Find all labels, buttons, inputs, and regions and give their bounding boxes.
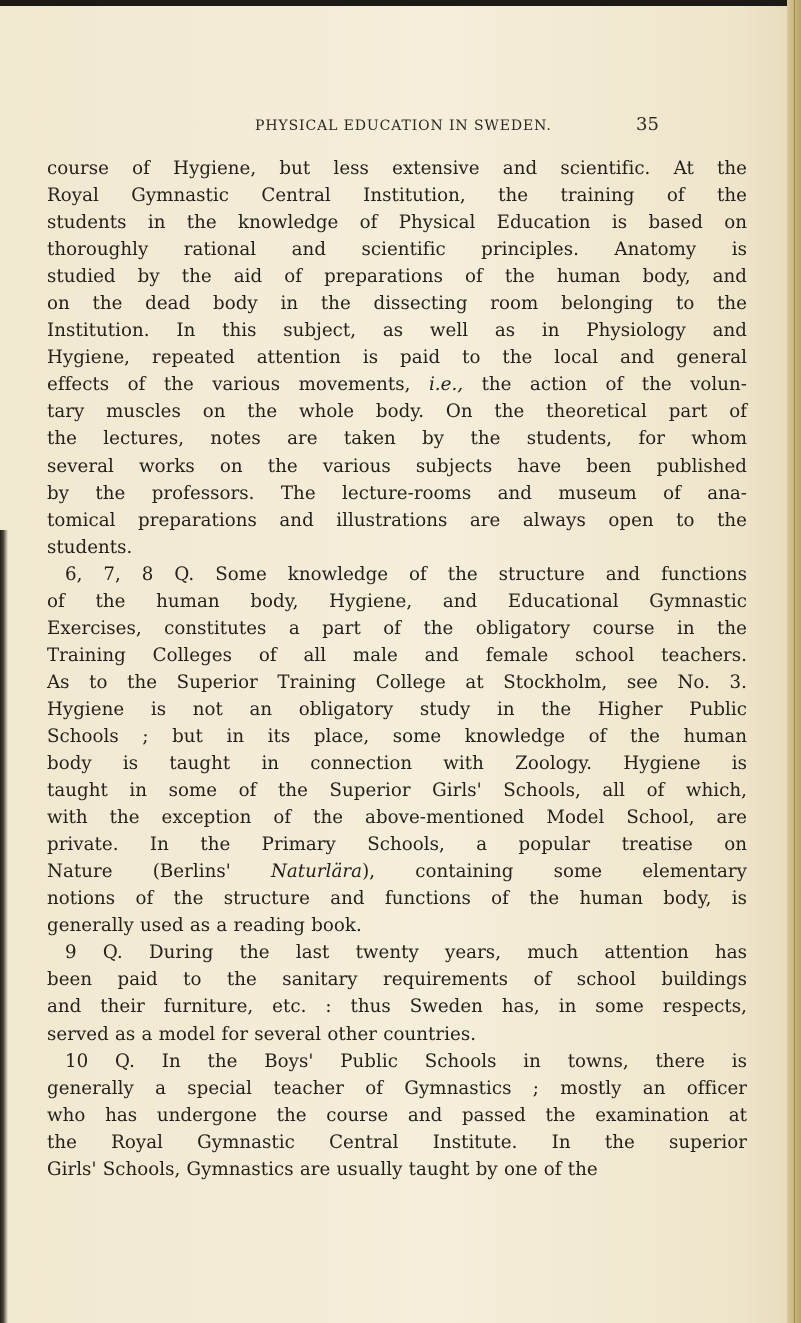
text-line: taught in some of the Superior Girls' Schools, all of which,: [47, 780, 747, 802]
text-line: tomical preparations and illustrations are always open to the: [47, 509, 747, 531]
text-line: course of Hygiene, but less extensive and scientific. At the: [47, 158, 747, 179]
text-line: Institution. In this subject, as well as in Physiology and: [47, 320, 747, 342]
text-line: several works on the various subjects have been published: [47, 455, 747, 477]
paragraph: [47, 1048, 747, 1183]
text-line: Girls' Schools, Gymnastics are usually taught by one of the: [47, 1158, 598, 1180]
paragraph: [47, 561, 747, 940]
top-edge-shadow: [0, 0, 801, 6]
text-line: the lectures, notes are taken by the students, for whom: [47, 428, 747, 450]
text-line: been paid to the sanitary requirements of school buildings: [47, 969, 747, 991]
text-line: As to the Superior Training College at Stockholm, see No. 3.: [47, 671, 747, 693]
text-line: and their furniture, etc. : thus Sweden has, in some respects,: [47, 996, 747, 1018]
text-segment: Nature (Berlins': [47, 861, 271, 883]
italic-text: i.e.,: [428, 374, 464, 396]
text-line: Hygiene, repeated attention is paid to the local and general: [47, 347, 747, 369]
text-line: served as a model for several other countries.: [47, 1023, 477, 1045]
page-header: [0, 114, 801, 138]
text-line: [47, 371, 747, 398]
text-segment: effects of the various movements,: [47, 374, 429, 396]
text-line: generally used as a reading book.: [47, 915, 362, 937]
text-line: Exercises, constitutes a part of the obligatory course in the: [47, 617, 747, 639]
text-line: private. In the Primary Schools, a popular treatise on: [47, 834, 747, 856]
paragraph: [47, 155, 747, 561]
text-line: tary muscles on the whole body. On the theoretical part of: [47, 401, 747, 423]
text-segment: the action of the volun-: [463, 374, 747, 396]
text-line: Royal Gymnastic Central Institution, the training of the: [47, 185, 747, 207]
italic-text: Naturlära: [270, 861, 363, 883]
text-line: studied by the aid of preparations of the human body, and: [47, 266, 747, 288]
text-line: 9 Q. During the last twenty years, much attention has: [65, 942, 747, 964]
text-line: 6, 7, 8 Q. Some knowledge of the structure and functions: [65, 563, 747, 585]
text-line: thoroughly rational and scientific principles. Anatomy is: [47, 239, 747, 261]
text-line: the Royal Gymnastic Central Institute. In the superior: [47, 1131, 747, 1153]
binding-shadow: [0, 530, 8, 1323]
text-line: by the professors. The lecture-rooms and museum of ana-: [47, 482, 747, 504]
text-line: students in the knowledge of Physical Education is based on: [47, 212, 747, 234]
text-line: students.: [47, 536, 133, 558]
text-line: notions of the structure and functions of the human body, is: [47, 888, 747, 910]
text-line: of the human body, Hygiene, and Educational Gymnastic: [47, 590, 747, 612]
text-line: on the dead body in the dissecting room belonging to the: [47, 293, 747, 315]
text-line: with the exception of the above-mentioned Model School, are: [47, 807, 747, 829]
page-number: 35: [636, 114, 659, 135]
running-head: PHYSICAL EDUCATION IN SWEDEN.: [255, 118, 552, 134]
text-line: Training Colleges of all male and female school teachers.: [47, 644, 747, 666]
text-line: Hygiene is not an obligatory study in the Higher Public: [47, 698, 747, 720]
text-line: body is taught in connection with Zoology. Hygiene is: [47, 753, 747, 775]
text-line: who has undergone the course and passed the examination at: [47, 1104, 747, 1126]
page-edge-line: [794, 0, 795, 1323]
text-line: Schools ; but in its place, some knowledge of the human: [47, 725, 747, 747]
text-line: [47, 858, 747, 885]
body-text: [47, 155, 747, 1183]
text-line: generally a special teacher of Gymnastics ; mostly an officer: [47, 1077, 747, 1099]
paragraph: [47, 939, 747, 1047]
text-line: 10 Q. In the Boys' Public Schools in towns, there is: [65, 1050, 747, 1072]
text-segment: ), containing some elementary: [362, 861, 747, 883]
